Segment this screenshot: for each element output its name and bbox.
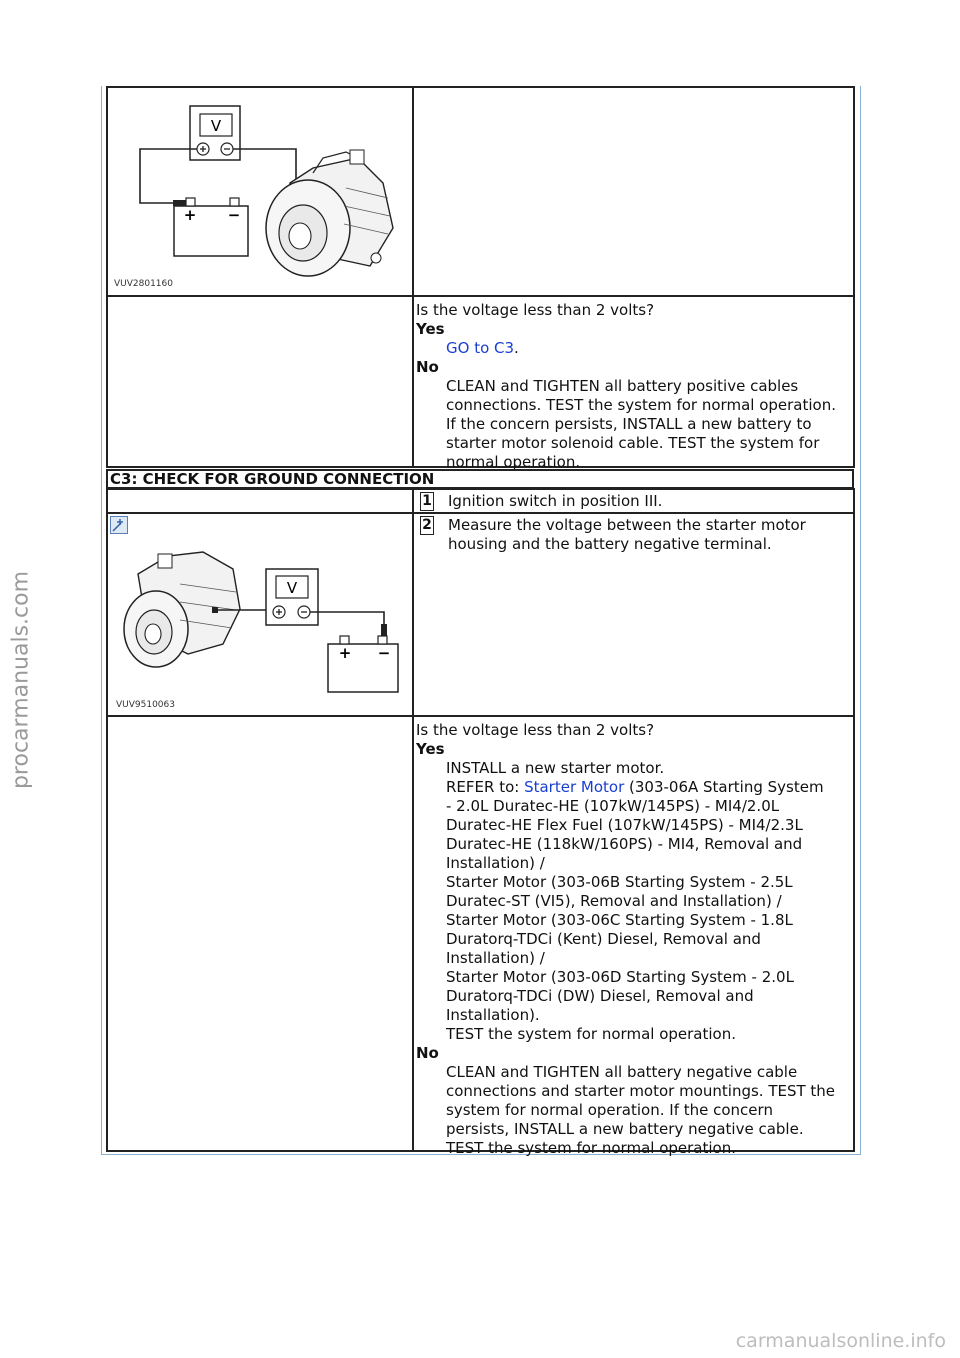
left-empty-cell-step1 [106,488,414,514]
no-line-1-5: normal operation. [446,453,581,471]
no-label-1: No [416,358,439,376]
no-line-1-3: If the concern persists, INSTALL a new battery to [446,415,812,433]
step-2-text [448,516,848,554]
c3-section-title: C3: CHECK FOR GROUND CONNECTION [106,469,854,489]
refer-first-rest: (303-06A Starting System [624,778,824,796]
fig2-battery-plus: + [338,644,352,662]
fig1-battery-minus: − [227,206,241,224]
figure-voltmeter-positive [108,88,412,295]
refer-line-11: Duratorq-TDCi (DW) Diesel, Removal and [446,987,754,1005]
yes-period-1: . [514,339,519,357]
fig1-battery-plus: + [183,206,197,224]
fig2-code: VUV9510063 [116,700,175,710]
go-to-c3-link[interactable]: GO to C3 [446,339,515,357]
refer-line-4: Installation) / [446,854,545,872]
refer-prefix: REFER to: [446,778,525,796]
yes-label-1: Yes [416,320,445,338]
refer-line-12: Installation). [446,1006,540,1024]
starter-motor-link[interactable]: Starter Motor [524,778,625,796]
yes-action-1 [446,339,853,358]
refer-line-9: Installation) / [446,949,545,967]
step-2-cell [412,512,855,717]
no-line-2-3: system for normal operation. If the concern [446,1101,773,1119]
no-line-2-5: TEST the system for normal operation. [446,1139,736,1157]
question-1: Is the voltage less than 2 volts? [416,301,655,319]
refer-line-13: TEST the system for normal operation. [446,1025,736,1043]
refer-line-2: Duratec-HE Flex Fuel (107kW/145PS) - MI4/2.3L [446,816,803,834]
step-2-line-2: housing and the battery negative terminal. [448,535,772,553]
fig1-code: VUV2801160 [114,279,173,289]
fig2-meter-label: V [286,579,298,597]
refer-line-7: Starter Motor (303-06C Starting System - 1.8L [446,911,793,929]
no-label-2: No [416,1044,439,1062]
figure-cell-1 [106,86,414,297]
refer-line-3: Duratec-HE (118kW/160PS) - MI4, Removal and [446,835,803,853]
step-1-cell [412,488,855,514]
refer-line-10: Starter Motor (303-06D Starting System - 2.0L [446,968,794,986]
result-cell-1 [412,295,855,471]
refer-line-6: Duratec-ST (VI5), Removal and Installation) / [446,892,782,910]
bottom-watermark: carmanualsonline.info [735,1330,946,1352]
starter-motor-drawing-1 [266,150,393,276]
yes-first-2: INSTALL a new starter motor. [446,759,665,777]
refer-line-8: Duratorq-TDCi (Kent) Diesel, Removal and [446,930,761,948]
figure-voltmeter-ground [108,514,412,715]
question-2: Is the voltage less than 2 volts? [416,721,655,739]
fig1-meter-label: V [210,117,222,135]
step-1-text: Ignition switch in position III. [448,492,663,510]
side-watermark-text: procarmanuals.com [8,570,34,790]
step-2-number: 2 [420,516,434,535]
figure-cell-2 [106,512,414,717]
no-line-2-4: persists, INSTALL a new battery negative cable. [446,1120,804,1138]
no-line-2-2: connections and starter motor mountings. TEST the [446,1082,836,1100]
refer-line-1: - 2.0L Duratec-HE (107kW/145PS) - MI4/2.0L [446,797,780,815]
step-1-number: 1 [420,492,434,511]
no-line-1-4: starter motor solenoid cable. TEST the system for [446,434,820,452]
no-line-1-2: connections. TEST the system for normal operation. [446,396,836,414]
figure-side-empty-1 [412,86,855,297]
step-2-line-1: Measure the voltage between the starter motor [448,516,806,534]
refer-line-5: Starter Motor (303-06B Starting System - 2.5L [446,873,793,891]
left-empty-cell-2 [106,715,414,1152]
yes-label-2: Yes [416,740,445,758]
side-watermark [4,560,38,800]
left-empty-cell-1 [106,295,414,468]
no-line-1-1: CLEAN and TIGHTEN all battery positive cables [446,377,799,395]
refer-line-0 [446,778,853,797]
no-line-2-1: CLEAN and TIGHTEN all battery negative cable [446,1063,798,1081]
fig2-battery-minus: − [377,644,391,662]
result-cell-2 [412,715,855,1157]
